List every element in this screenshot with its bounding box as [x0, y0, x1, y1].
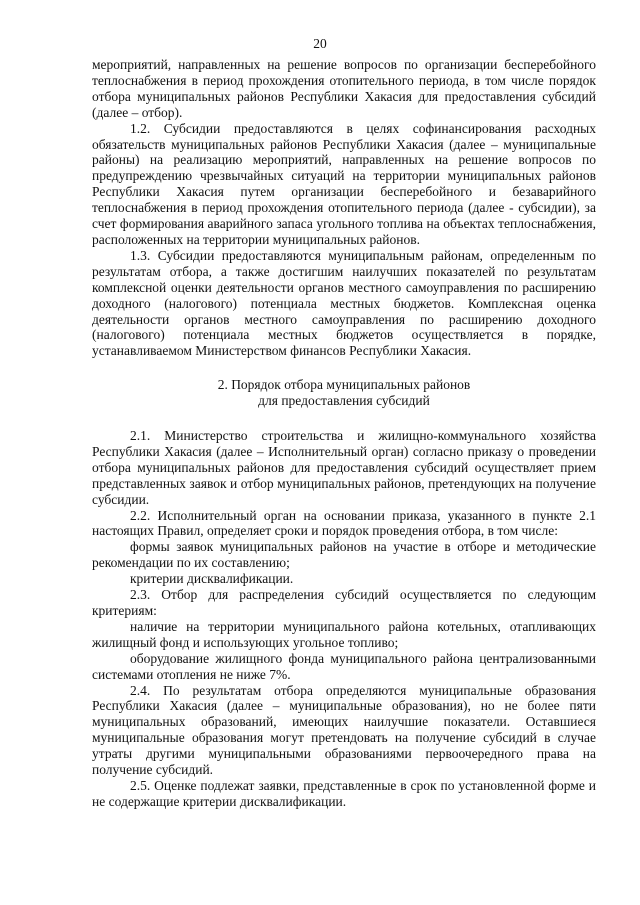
paragraph-2-1: 2.1. Министерство строительства и жилищно-коммунального хозяйства Республики Хакасия (далее – Исполнительный орган) согласно приказу о проведении отбора муниципальных районов для предоставления субсидий осуществляет прием представленных заявок и отбор муниципальных районов, претендующих на получение субсидии. — [92, 428, 596, 507]
section-heading-line2: для предоставления субсидий — [258, 393, 430, 409]
paragraph-criterion-boiler-houses: наличие на территории муниципального района котельных, отапливающих жилищный фонд и использующих угольное топливо; — [92, 618, 596, 650]
document-body — [92, 57, 596, 810]
paragraph-continuation: мероприятий, направленных на решение вопросов по организации бесперебойного теплоснабжения в период прохождения отопительного периода, в том числе порядок отбора муниципальных районов Республики Хакасия для предоставления субсидий (далее – отбор). — [92, 57, 596, 120]
section-heading-line1: 2. Порядок отбора муниципальных районов — [217, 377, 471, 393]
paragraph-2-2: 2.2. Исполнительный орган на основании приказа, указанного в пункте 2.1 настоящих Правил, определяет сроки и порядок проведения отбора, в том числе: — [92, 507, 596, 539]
paragraph-2-3: 2.3. Отбор для распределения субсидий осуществляется по следующим критериям: — [92, 587, 596, 618]
paragraph-2-5: 2.5. Оценке подлежат заявки, представленные в срок по установленной форме и не содержащие критерии дисквалификации. — [92, 777, 596, 809]
section-heading — [92, 377, 596, 409]
paragraph-criterion-heating-systems: оборудование жилищного фонда муниципального района централизованными системами отопления не ниже 7%. — [92, 650, 596, 682]
paragraph-1-2: 1.2. Субсидии предоставляются в целях софинансирования расходных обязательств муниципальных районов Республики Хакасия (далее – муниципальные районы) на реализацию мероприятий, направленных на решение вопросов по предупреждению чрезвычайных ситуаций на территории муниципальных районов Республики Хакасия путем организации бесперебойного и безаварийного теплоснабжения в период прохождения отопительного периода (далее - субсидии), за счет формирования аварийного запаса угольного топлива на объектах теплоснабжения, расположенных на территории муниципальных районов. — [92, 120, 596, 247]
paragraph-disqualification-criteria: критерии дисквалификации. — [130, 571, 294, 587]
paragraph-forms-of-applications: формы заявок муниципальных районов на участие в отборе и методические рекомендации по их составлению; — [92, 539, 596, 571]
paragraph-1-3: 1.3. Субсидии предоставляются муниципальным районам, определенным по результатам отбора, а также достигшим наилучших показателей по результатам комплексной оценки деятельности органов местного самоуправления по расширению доходного (налогового) потенциала местных бюджетов. Комплексная оценка деятельности органов местного самоуправления по расширению доходного (налогового) потенциала местных бюджетов осуществляется в порядке, устанавливаемом Министерством финансов Республики Хакасия. — [92, 247, 596, 359]
page-number: 20 — [313, 36, 327, 51]
paragraph-2-4: 2.4. По результатам отбора определяются муниципальные образования Республики Хакасия (далее – муниципальные образования), но не более пяти муниципальных образований, имеющих наилучшие показатели. Оставшиеся муниципальные образования могут претендовать на получение субсидий в случае утраты другими муниципальными образованиями первоочередного права на получение субсидий. — [92, 682, 596, 778]
